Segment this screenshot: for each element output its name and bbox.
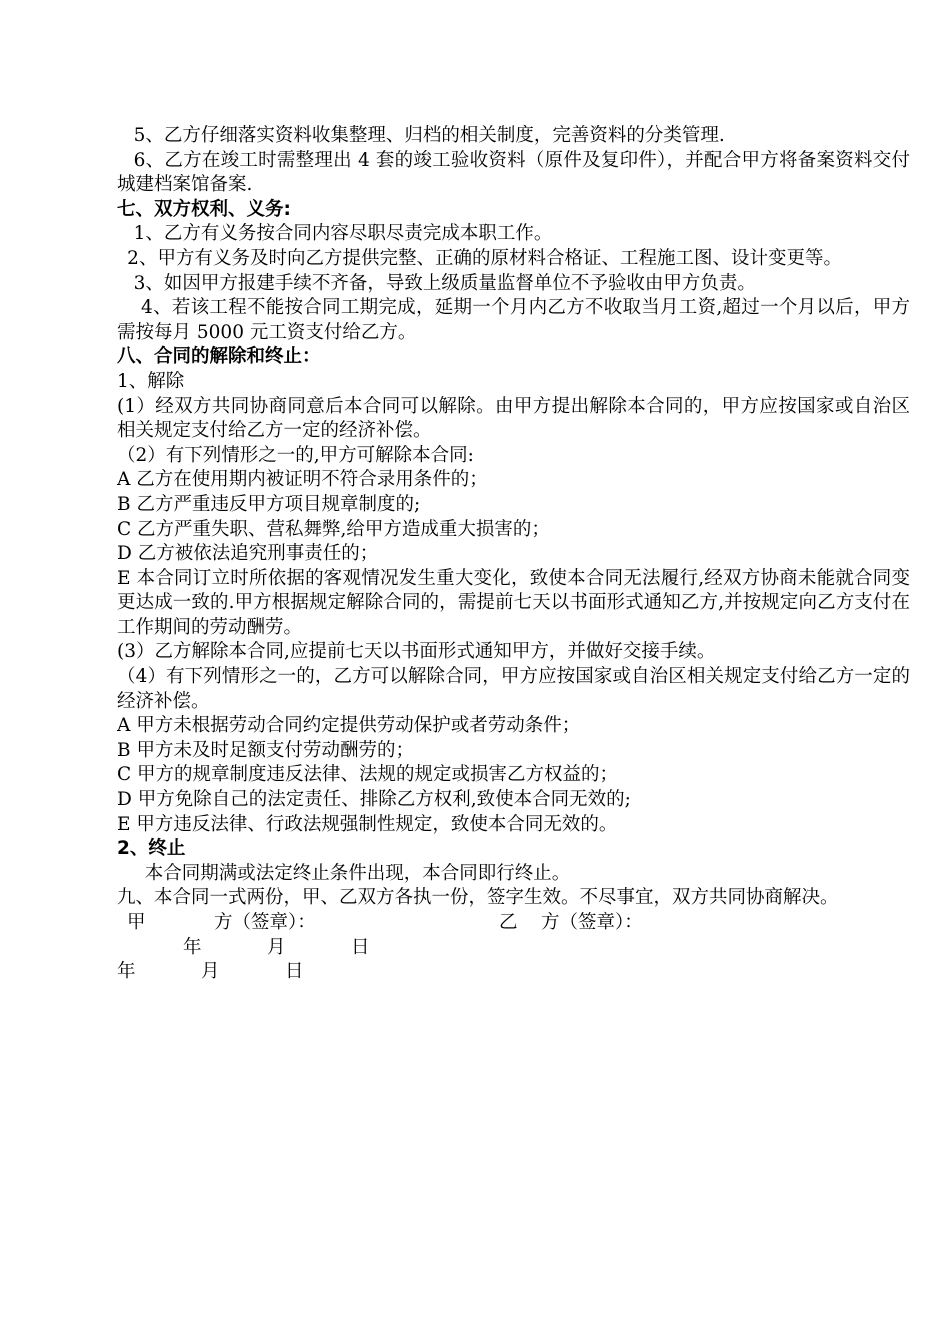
case-b-employer: B 乙方严重违反甲方项目规章制度的;	[117, 493, 421, 515]
rescission-item-1: (1）经双方共同协商同意后本合同可以解除。由甲方提出解除本合同的，甲方应按国家或自治区相关规定支付给乙方一定的经济补偿。	[117, 395, 910, 442]
date-year-a: 年	[183, 936, 202, 958]
case-d-employee: D 甲方免除自己的法定责任、排除乙方权利,致使本合同无效的;	[117, 789, 631, 811]
party-b-signature-label: 乙 方（签章）：	[499, 912, 643, 933]
date-row-b	[117, 960, 910, 985]
clause-5: 5、乙方仔细落实资料收集整理、归档的相关制度，完善资料的分类管理.	[133, 125, 725, 146]
party-a-char: 甲	[127, 912, 146, 933]
case-e-employer: E 本合同订立时所依据的客观情况发生重大变化，致使本合同无法履行,经双方协商未能就合同变更达成一致的.甲方根据规定解除合同的，需提前七天以书面形式通知乙方,并按规定向乙方支付在工作期间的劳动酬劳。	[117, 567, 910, 638]
case-e-employee: E 甲方违反法律、行政法规强制性规定，致使本合同无效的。	[117, 813, 618, 835]
clause-6: 6、乙方在竣工时需整理出 4 套的竣工验收资料（原件及复印件），并配合甲方将备案资料交付城建档案馆备案.	[117, 149, 910, 196]
case-a-employee: A 甲方未根据劳动合同约定提供劳动保护或者劳动条件；	[117, 715, 581, 737]
date-month-a: 月	[267, 936, 286, 958]
case-d-employer: D 乙方被依法追究刑事责任的；	[117, 543, 379, 565]
case-c-employee: C 甲方的规章制度违反法律、法规的规定或损害乙方权益的；	[117, 764, 619, 786]
rescission-item-3: (3）乙方解除本合同,应提前七天以书面形式通知甲方，并做好交接手续。	[117, 641, 716, 663]
section-heading-termination: 八、合同的解除和终止：	[117, 346, 321, 368]
date-day-a: 日	[351, 936, 370, 958]
duty-item-3: 3、如因甲方报建手续不齐备，导致上级质量监督单位不予验收由甲方负责。	[133, 272, 756, 294]
rescission-item-2: （2）有下列情形之一的,甲方可解除本合同:	[117, 444, 474, 466]
case-a-employer: A 乙方在使用期内被证明不符合录用条件的；	[117, 469, 488, 491]
date-row-a	[117, 936, 910, 961]
date-month-b: 月	[201, 961, 220, 983]
subheading-termination: 2、终止	[117, 838, 186, 860]
rescission-item-4: （4）有下列情形之一的，乙方可以解除合同，甲方应按国家或自治区相关规定支付给乙方一定的经济补偿。	[117, 666, 910, 712]
duty-item-1: 1、乙方有义务按合同内容尽职尽责完成本职工作。	[133, 223, 553, 245]
duty-item-2: 2、甲方有义务及时向乙方提供完整、正确的原材料合格证、工程施工图、设计变更等。	[127, 247, 842, 269]
party-a-signature-label: 方（签章）：	[214, 912, 316, 933]
duty-item-4: 4、若该工程不能按合同工期完成，延期一个月内乙方不收取当月工资,超过一个月以后，甲方需按每月 5000 元工资支付给乙方。	[117, 297, 910, 343]
case-b-employee: B 甲方未及时足额支付劳动酬劳的；	[117, 739, 414, 761]
termination-text: 本合同期满或法定终止条件出现，本合同即行终止。	[144, 862, 571, 884]
signature-row	[117, 911, 910, 936]
case-c-employer: C 乙方严重失职、营私舞弊,给甲方造成重大损害的；	[117, 518, 550, 540]
section-heading-rights-duties: 七、双方权利、义务:	[117, 198, 291, 220]
date-day-b: 日	[285, 961, 304, 983]
clause-9: 九、本合同一式两份，甲、乙双方各执一份，签字生效。不尽事宜，双方共同协商解决。	[117, 887, 839, 909]
document-body	[117, 124, 910, 985]
subheading-rescission: 1、解除	[117, 370, 185, 392]
date-year-b: 年	[117, 961, 136, 983]
